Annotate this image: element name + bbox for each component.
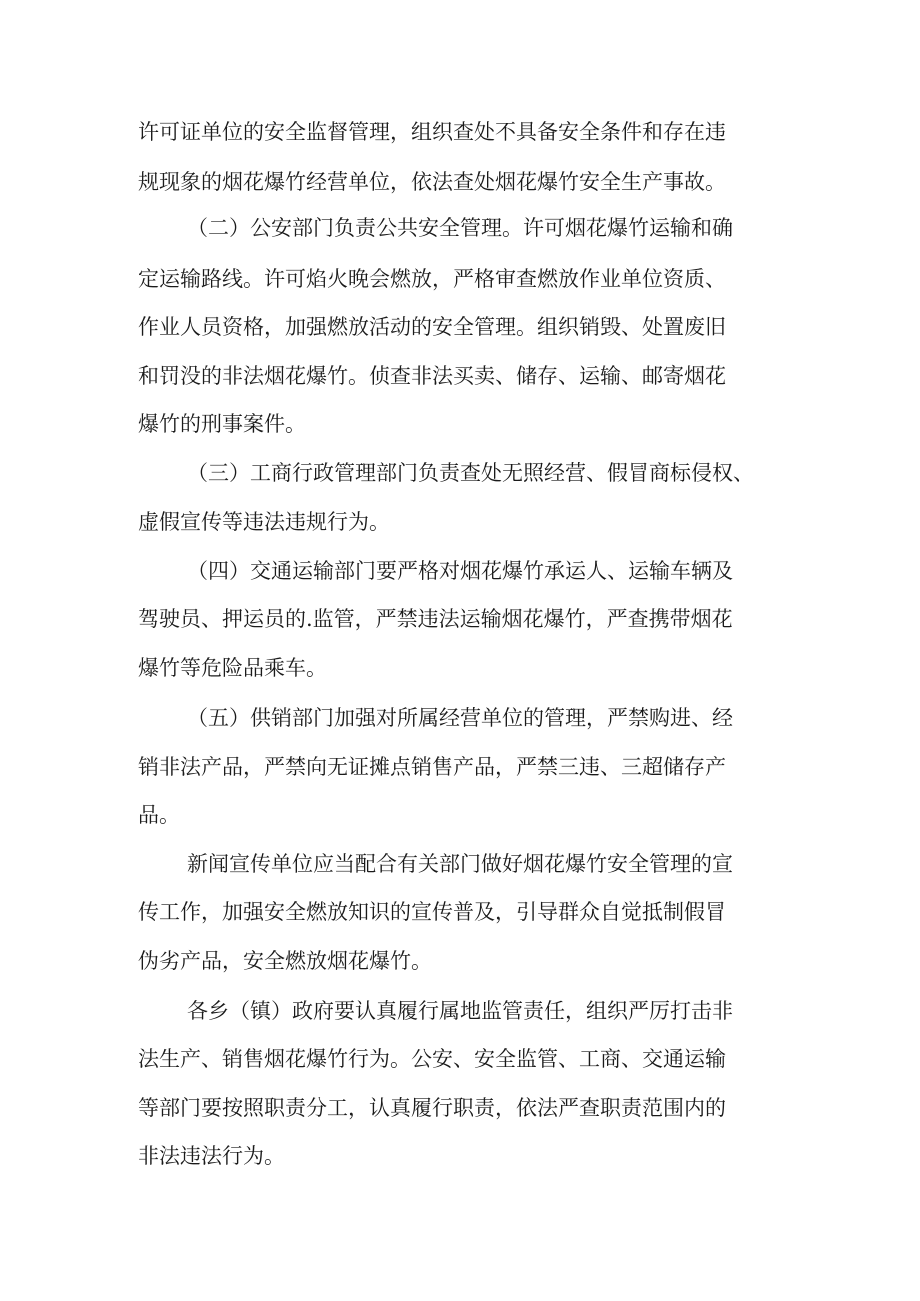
text-line: （二）公安部门负责公共安全管理。许可烟花爆竹运输和确 <box>187 216 733 240</box>
text-line: 新闻宣传单位应当配合有关部门做好烟花爆竹安全管理的宣 <box>187 852 733 876</box>
text-line: （四）交通运输部门要严格对烟花爆竹承运人、运输车辆及 <box>187 559 733 583</box>
text-line: 和罚没的非法烟花爆竹。侦查非法买卖、储存、运输、邮寄烟花 <box>138 364 726 388</box>
text-line: 销非法产品，严禁向无证摊点销售产品，严禁三违、三超储存产 <box>138 755 726 779</box>
text-line: 传工作，加强安全燃放知识的宣传普及，引导群众自觉抵制假冒 <box>138 900 726 924</box>
text-line: 品。 <box>138 803 180 827</box>
text-line: 非法违法行为。 <box>138 1144 285 1168</box>
text-line: 驾驶员、押运员的.监管，严禁违法运输烟花爆竹，严查携带烟花 <box>138 607 733 631</box>
text-line: （五）供销部门加强对所属经营单位的管理，严禁购进、经 <box>187 706 733 730</box>
text-line: 等部门要按照职责分工，认真履行职责，依法严查职责范围内的 <box>138 1096 726 1120</box>
text-line: 爆竹的刑事案件。 <box>138 412 306 436</box>
text-line: 规现象的烟花爆竹经营单位，依法查处烟花爆竹安全生产事故。 <box>138 170 726 194</box>
text-line: 虚假宣传等违法违规行为。 <box>138 510 390 534</box>
text-line: 各乡（镇）政府要认真履行属地监管责任，组织严厉打击非 <box>187 999 733 1023</box>
text-line: 许可证单位的安全监督管理，组织查处不具备安全条件和存在违 <box>138 120 726 144</box>
text-line: 伪劣产品，安全燃放烟花爆竹。 <box>138 949 432 973</box>
text-line: 爆竹等危险品乘车。 <box>138 656 327 680</box>
text-line: 定运输路线。许可焰火晚会燃放，严格审查燃放作业单位资质、 <box>138 267 726 291</box>
text-line: 法生产、销售烟花爆竹行为。公安、安全监管、工商、交通运输 <box>138 1047 726 1071</box>
text-line: 作业人员资格，加强燃放活动的安全管理。组织销毁、处置废旧 <box>138 315 726 339</box>
text-line: （三）工商行政管理部门负责查处无照经营、假冒商标侵权、 <box>187 461 754 485</box>
